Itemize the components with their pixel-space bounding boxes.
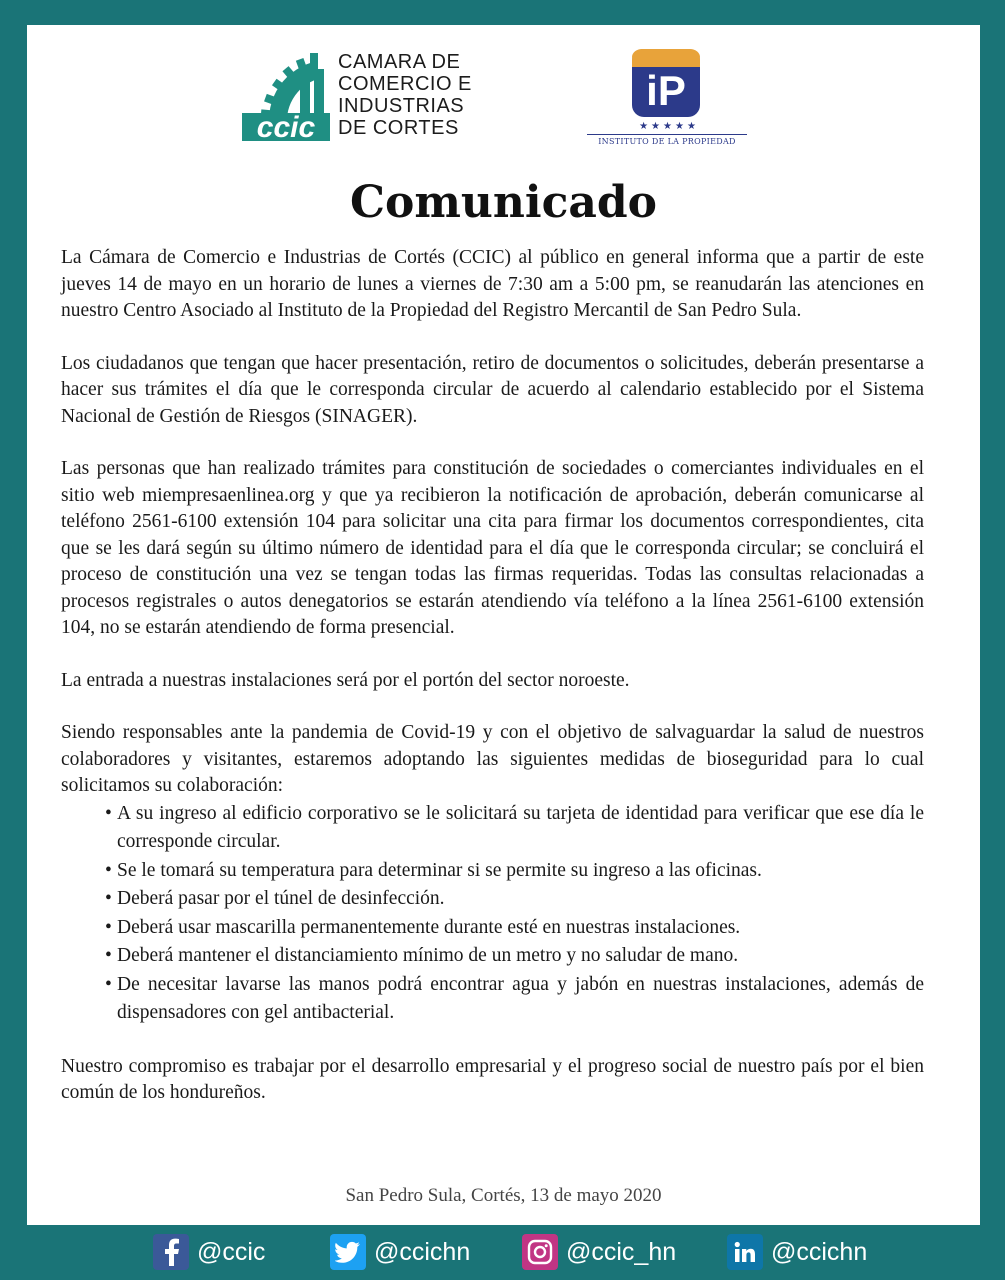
ip-divider: [587, 134, 747, 135]
list-item: • A su ingreso al edificio corporativo se le solicitará su tarjeta de identidad para verificar que ese día le corresponde circular.: [105, 800, 924, 857]
ip-mark-icon: [630, 47, 702, 119]
instituto-propiedad-logo: [584, 47, 754, 157]
social-twitter[interactable]: [330, 1232, 470, 1272]
ip-mark-text: iP: [646, 67, 686, 114]
twitter-icon: [330, 1234, 366, 1270]
list-item: • Deberá pasar por el túnel de desinfección.: [105, 885, 924, 914]
paragraph: Los ciudadanos que tengan que hacer presentación, retiro de documentos o solicitudes, deberán presentarse a hacer sus trámites el día que le corresponda circular de acuerdo al calendario establecido por el Sistema Nacional de Gestión de Riesgos (SINAGER).: [61, 352, 924, 427]
ccic-name: [338, 51, 472, 139]
social-facebook[interactable]: [153, 1232, 265, 1272]
ccic-name-line: INDUSTRIAS: [338, 95, 465, 117]
ip-stars: ★★★★★: [639, 121, 699, 132]
paragraph: Las personas que han realizado trámites para constitución de sociedades o comerciantes individuales en el sitio web miempresaenlinea.org y que ya recibieron la notificación de aprobación, deberán comunicarse al teléfono 2561-6100 extensión 104 para solicitar una cita para firmar los documentos correspondientes, cita que se les dará según su último número de identidad para el día que le corresponda circular; se concluirá el proceso de constitución una vez se tengan todas las firmas requeridas. Todas las consultas relacionadas a procesos registrales o autos denegatorios se estarán atendiendo vía teléfono a la línea 2561-6100 extensión 104, no se estarán atendiendo de forma presencial.: [61, 458, 924, 638]
social-bar: [0, 1232, 1005, 1274]
page-title: Comunicado: [349, 177, 658, 228]
facebook-icon: [153, 1234, 189, 1270]
linkedin-icon: [727, 1234, 763, 1270]
ccic-mark-text: ccic: [256, 111, 316, 143]
social-handle: @ccichn: [374, 1237, 471, 1266]
social-linkedin[interactable]: [727, 1232, 867, 1272]
list-item: • Deberá mantener el distanciamiento mínimo de un metro y no saludar de mano.: [105, 942, 924, 971]
list-item: • De necesitar lavarse las manos podrá encontrar agua y jabón en nuestras instalaciones, además de dispensadores con gel antibacterial.: [105, 971, 924, 1028]
social-handle: @ccic: [197, 1237, 266, 1266]
paragraph: La entrada a nuestras instalaciones será por el portón del sector noroeste.: [61, 669, 630, 691]
paragraph: La Cámara de Comercio e Industrias de Cortés (CCIC) al público en general informa que a partir de este jueves 14 de mayo en un horario de lunes a viernes de 7:30 am a 5:00 pm, se reanudarán las atenciones en nuestro Centro Asociado al Instituto de la Propiedad del Registro Mercantil de San Pedro Sula.: [61, 247, 924, 321]
list-item: • Se le tomará su temperatura para determinar si se permite su ingreso a las oficinas.: [105, 857, 924, 886]
ip-caption: INSTITUTO DE LA PROPIEDAD: [598, 137, 736, 146]
instagram-icon: [522, 1234, 558, 1270]
ccic-name-line: CAMARA DE: [338, 51, 461, 73]
header-logos: [27, 47, 980, 167]
measures-list: [61, 800, 924, 1028]
communique-sheet: [27, 25, 980, 1225]
social-instagram[interactable]: [522, 1232, 676, 1272]
ccic-name-line: COMERCIO E: [338, 73, 472, 95]
social-handle: @ccic_hn: [566, 1237, 677, 1266]
ccic-gear-icon: [240, 51, 332, 143]
closing-paragraph: Nuestro compromiso es trabajar por el desarrollo empresarial y el progreso social de nuestro país por el bien común de los hondureños.: [61, 1055, 924, 1103]
dateline: San Pedro Sula, Cortés, 13 de mayo 2020: [345, 1185, 662, 1206]
ccic-name-line: DE CORTES: [338, 117, 459, 139]
paragraph: Siendo responsables ante la pandemia de Covid-19 y con el objetivo de salvaguardar la salud de nuestros colaboradores y visitantes, estaremos adoptando las siguientes medidas de bioseguridad para lo cual solicitamos su colaboración:: [61, 722, 924, 796]
communique-body: [61, 245, 924, 1133]
ccic-logo: [240, 47, 480, 147]
social-handle: @ccichn: [771, 1237, 868, 1266]
list-item: • Deberá usar mascarilla permanentemente durante esté en nuestras instalaciones.: [105, 914, 924, 943]
